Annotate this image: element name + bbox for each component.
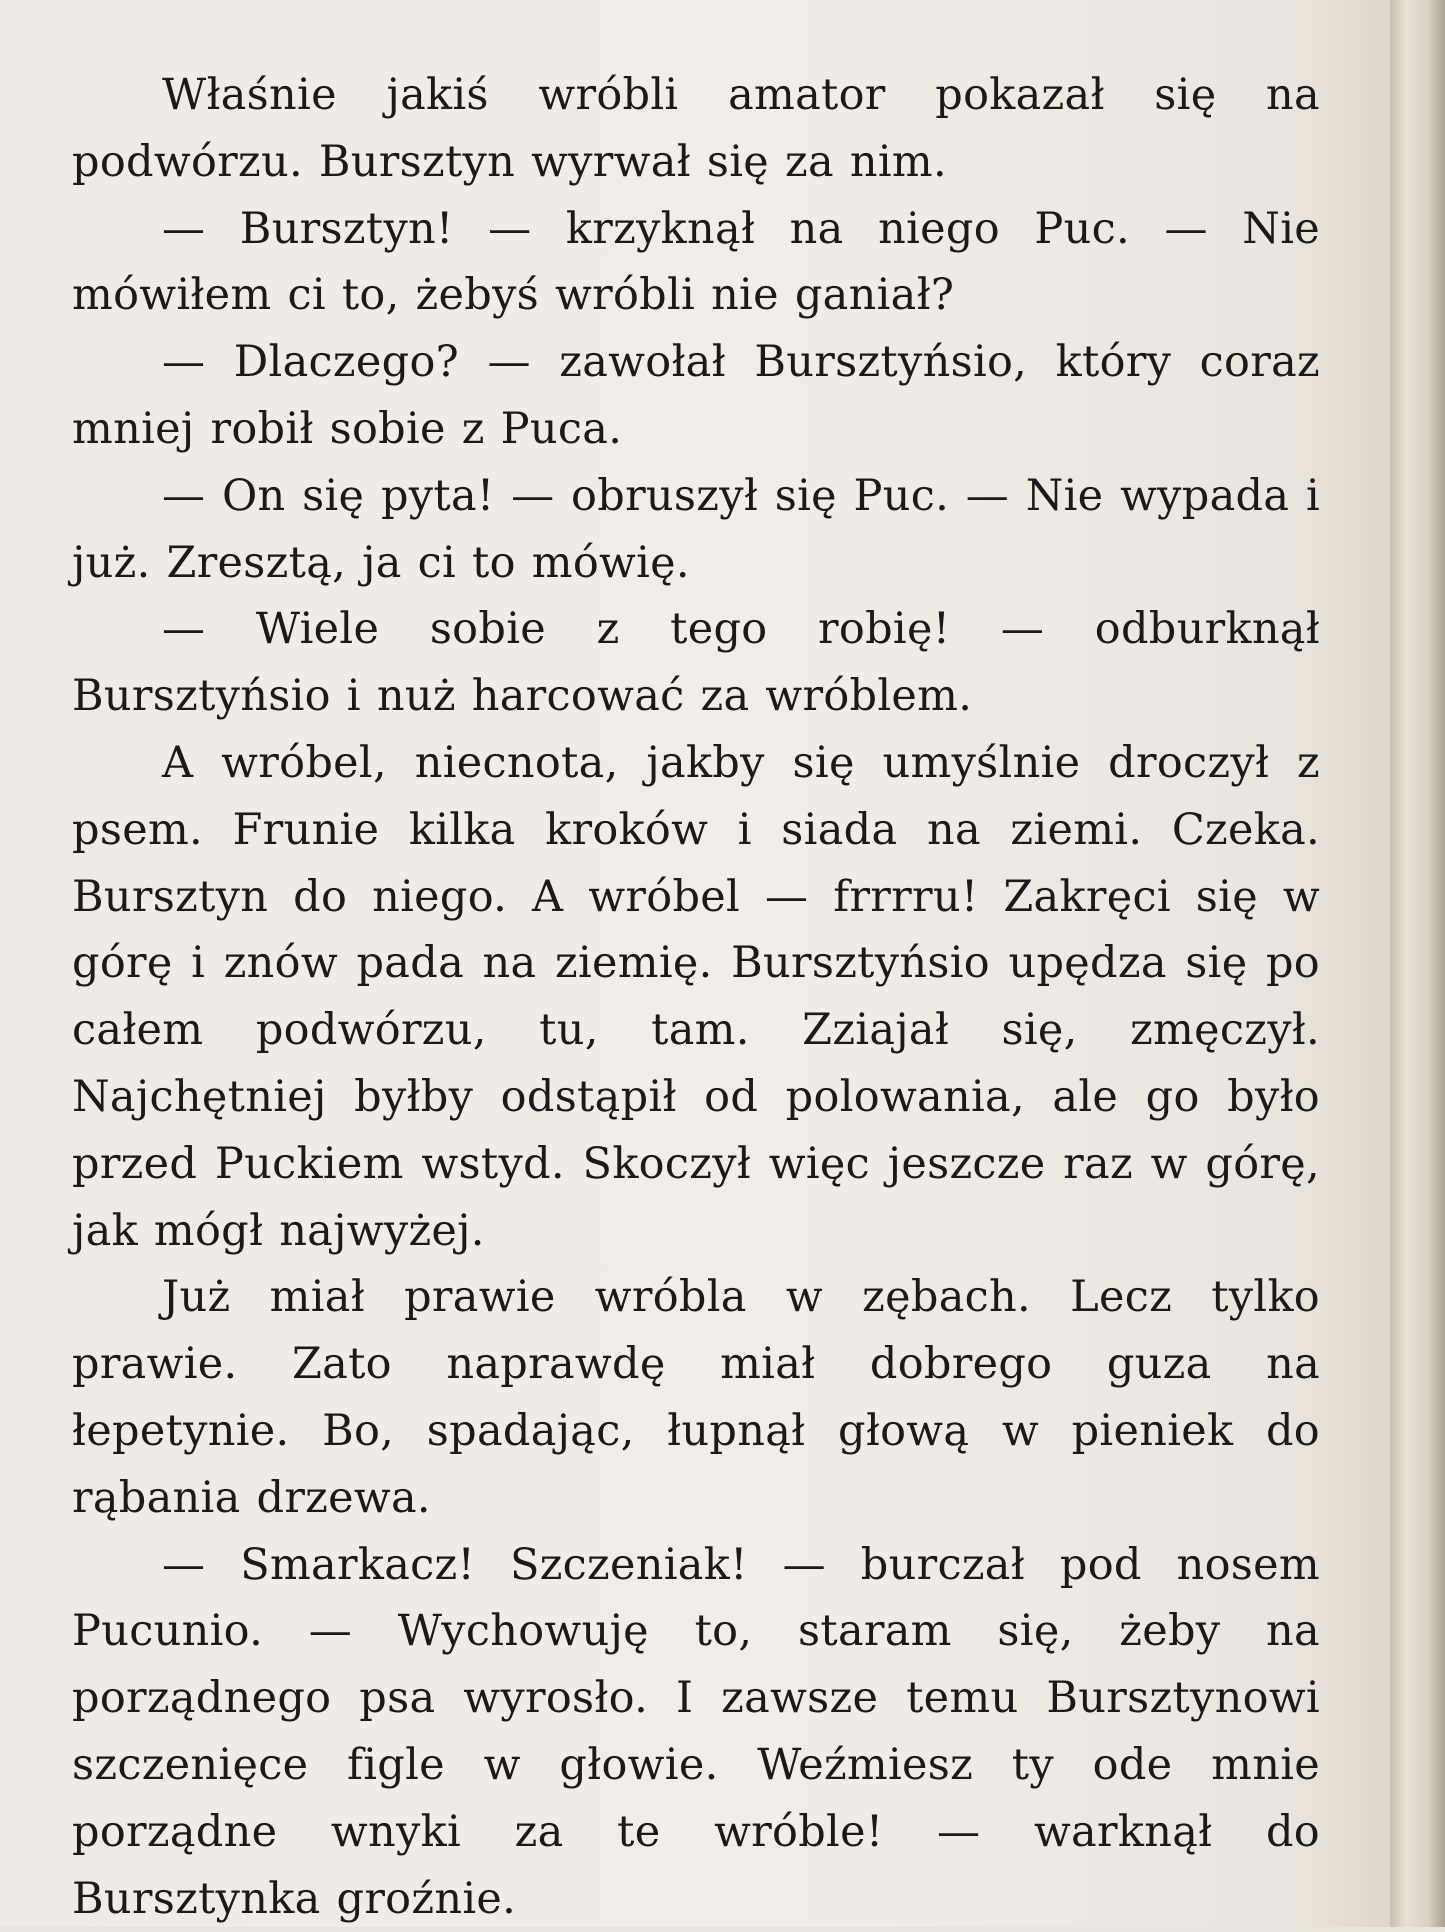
paragraph: — Dlaczego? — zawołał Bursztyńsio, który coraz mniej robił sobie z Puca. [72,337,1320,454]
paragraph: Właśnie jakiś wróbli amator pokazał się na podwórzu. Bursztyn wyrwał się za nim. [72,70,1320,187]
paragraph: — Bursztyn! — krzyknął na niego Puc. — Nie mówiłem ci to, żebyś wróbli nie ganiał? [72,203,1320,321]
paragraph: — Smarkacz! Szczeniak! — burczał pod nosem Pucunio. — Wychowuję to, staram się, żeby na porządnego psa wyrosło. I zawsze temu Bursztynowi szczenięce figle w głowie. Weźmiesz ty ode mnie porządne wnyki za te wróble! — warknął do Bursztynka groźnie. [72,1539,1320,1924]
page-text [72,62,1320,1932]
page-edge [1390,0,1445,1927]
paragraph: A wróbel, niecnota, jakby się umyślnie droczył z psem. Frunie kilka kroków i siada na ziemi. Czeka. Bursztyn do niego. A wróbel — frrrru! Zakręci się w górę i znów pada na ziemię. Bursztyńsio upędza się po całem podwórzu, tu, tam. Zziajał się, zmęczył. Najchętniej byłby odstąpił od polowania, ale go było przed Puckiem wstyd. Skoczył więc jeszcze raz w górę, jak mógł najwyżej. [72,737,1320,1256]
paragraph: — Wiele sobie z tego robię! — odburknął Bursztyńsio i nuż harcować za wróblem. [72,604,1320,722]
paragraph: Już miał prawie wróbla w zębach. Lecz tylko prawie. Zato naprawdę miał dobrego guza na łepetynie. Bo, spadając, łupnął głową w pieniek do rąbania drzewa. [72,1272,1320,1523]
paragraph: — On się pyta! — obruszył się Puc. — Nie wypada i już. Zresztą, ja ci to mówię. [72,470,1320,588]
